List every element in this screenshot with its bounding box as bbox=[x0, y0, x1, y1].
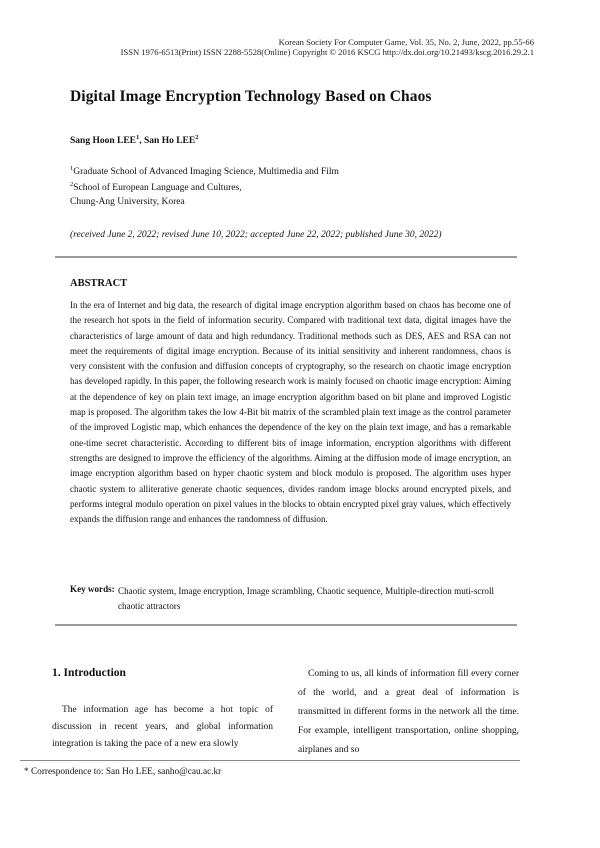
journal-issn-line: ISSN 1976-6513(Print) ISSN 2288-5528(Online) Copyright © 2016 KSCG http://dx.doi.org/10.21493/kscg.2016.29.2.1 bbox=[120, 47, 534, 57]
author-name: San Ho LEE bbox=[144, 136, 196, 147]
footnote-divider bbox=[20, 760, 520, 761]
affiliation-text: Graduate School of Advanced Imaging Science, Multimedia and Film bbox=[73, 167, 339, 178]
affiliation-line bbox=[70, 165, 339, 177]
author-name: Sang Hoon LEE bbox=[70, 136, 136, 147]
paper-title: Digital Image Encryption Technology Based on Chaos bbox=[70, 88, 432, 105]
section-divider bbox=[55, 256, 517, 258]
keywords-label: Key words: bbox=[70, 584, 115, 594]
author-affiliation-mark: 1 bbox=[136, 134, 140, 141]
introduction-heading: 1. Introduction bbox=[52, 667, 126, 679]
affiliation-mark: 1 bbox=[70, 165, 74, 172]
introduction-right-column: Coming to us, all kinds of information fill every corner of the world, and a great deal of information is transmitted in different forms in the network all the time. For example, intelligent transportation, online shopping, airplanes and so bbox=[298, 669, 519, 755]
affiliation-mark: 2 bbox=[70, 181, 74, 188]
publication-dates: (received June 2, 2022; revised June 10, 2022; accepted June 22, 2022; published June 30, 2022) bbox=[70, 230, 442, 240]
author-list bbox=[70, 134, 198, 146]
journal-header-line: Korean Society For Computer Game, Vol. 35, No. 2, June, 2022, pp.55-66 bbox=[278, 37, 534, 47]
abstract-body: In the era of Internet and big data, the research of digital image encryption algorithm based on chaos has become one of the research hot spots in the field of information security. Compared with traditional text data, digital images have the characteristics of large amount of data and high redundancy. Traditional methods such as DES, AES and RSA can not meet the requirements of digital image encryption. Because of its initial sensitivity and inherent randomness, chaos is very consistent with the confusion and diffusion concepts of cryptography, so the research on chaotic image encryption has developed rapidly. In this paper, the following research work is mainly focused on chaotic image encryption: Aiming at the dependence of key on plain text image, an image encryption algorithm based on bit plane and improved Logistic map is proposed. The algorithm takes the low 4-Bit bit matrix of the scrambled plain text image as the control parameter of the improved Logistic map, which enhances the dependence of the key on the plain text image, and has a remarkable one-time secret characteristic. According to different bits of image information, encryption algorithms with different strengths are designed to improve the efficiency of the algorithms. Aiming at the diffusion mode of image encryption, an image encryption algorithm based on hyper chaotic system and block modulo is proposed. The algorithm uses hyper chaotic system to alliterative generate chaotic sequences, divides random image blocks around encrypted pixels, and performs integral modulo operation on pixel values in the blocks to obtain encrypted pixel gray values, which effectively expands the diffusion range and enhances the randomness of diffusion. bbox=[70, 300, 511, 525]
introduction-left-column: The information age has become a hot topic of discussion in recent years, and global information integration is taking the pace of a new era slowly bbox=[52, 705, 273, 749]
author-affiliation-mark: 2 bbox=[195, 134, 199, 141]
correspondence-footnote: * Correspondence to: San Ho LEE, sanho@cau.ac.kr bbox=[24, 767, 222, 777]
keywords-text: Chaotic system, Image encryption, Image scrambling, Chaotic sequence, Multiple-direction muti-scroll chaotic attractors bbox=[118, 586, 495, 612]
abstract-heading: ABSTRACT bbox=[70, 278, 128, 289]
author-separator: , bbox=[139, 136, 144, 147]
affiliation-line bbox=[70, 181, 242, 193]
affiliation-text: School of European Language and Cultures, bbox=[73, 183, 242, 194]
section-divider bbox=[55, 624, 517, 626]
affiliation-line: Chung-Ang University, Korea bbox=[70, 197, 185, 207]
